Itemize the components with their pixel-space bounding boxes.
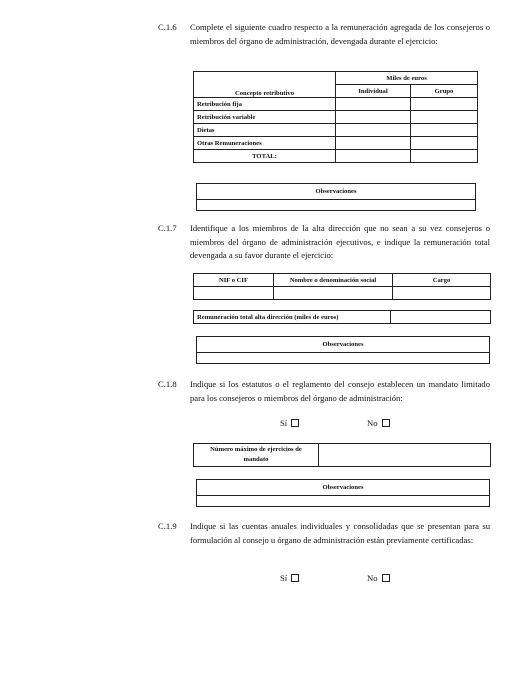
alta-direccion-table [193, 273, 491, 300]
table-row [194, 111, 478, 124]
option-no-c18[interactable] [367, 418, 390, 428]
option-no-label: No [367, 418, 378, 428]
question-number-c17: C.1.7 [158, 223, 177, 233]
mandato-label: Número máximo de ejercicios de mandato [194, 444, 319, 467]
cell-grupo-total[interactable] [411, 150, 478, 163]
mandato-field[interactable] [319, 444, 491, 467]
checkbox-icon[interactable] [382, 574, 390, 582]
remuneracion-total-field[interactable] [391, 311, 491, 324]
row-label: Retribución variable [194, 111, 336, 124]
observaciones-field[interactable] [197, 496, 489, 508]
option-si-label: Sí [280, 418, 288, 428]
table-row [194, 287, 491, 300]
question-text-c19: Indique si las cuentas anuales individuales y consolidadas que se presentan para su formulación al consejo u órgano de administración están previamente certificadas: [190, 521, 490, 545]
cell-cargo[interactable] [393, 287, 491, 300]
col-header-concepto: Concepto retributivo [194, 72, 336, 98]
question-number-c19: C.1.9 [158, 521, 177, 531]
checkbox-icon[interactable] [382, 419, 390, 427]
col-header-nif: NIF o CIF [194, 274, 274, 287]
row-label: Otras Remuneraciones [194, 137, 336, 150]
col-header-grupo: Grupo [411, 85, 478, 98]
observaciones-box-c17 [196, 336, 490, 364]
table-row [194, 137, 478, 150]
cell-individual[interactable] [336, 98, 411, 111]
cell-individual-total[interactable] [336, 150, 411, 163]
cell-individual[interactable] [336, 124, 411, 137]
mandato-table [193, 443, 491, 467]
observaciones-field[interactable] [197, 200, 475, 212]
observaciones-header: Observaciones [197, 480, 489, 496]
row-label: Dietas [194, 124, 336, 137]
remuneracion-total-label: Remuneración total alta dirección (miles de euros) [194, 311, 391, 324]
remuneracion-total-table [193, 310, 491, 324]
cell-grupo[interactable] [411, 111, 478, 124]
observaciones-box-c16 [196, 183, 476, 211]
col-header-miles-euros: Miles de euros [336, 72, 478, 85]
question-text-c17: Identifique a los miembros de la alta dirección que no sean a su vez consejeros o miembros del órgano de administración ejecutivos, e indique la remuneración total devengada a su favor durante el ejercicio: [190, 223, 490, 260]
cell-grupo[interactable] [411, 137, 478, 150]
cell-individual[interactable] [336, 137, 411, 150]
question-number-c18: C.1.8 [158, 379, 177, 389]
row-label: Retribución fija [194, 98, 336, 111]
table-row-total [194, 150, 478, 163]
option-si-c18[interactable] [280, 418, 299, 428]
option-si-label: Sí [280, 573, 288, 583]
checkbox-icon[interactable] [291, 574, 299, 582]
remuneration-table [193, 71, 478, 163]
question-text-c18: Indique si los estatutos o el reglamento del consejo establecen un mandato limitado para los consejeros o miembros del órgano de administración: [190, 379, 490, 403]
col-header-individual: Individual [336, 85, 411, 98]
cell-individual[interactable] [336, 111, 411, 124]
cell-grupo[interactable] [411, 124, 478, 137]
question-number-c16: C.1.6 [158, 22, 177, 32]
option-no-label: No [367, 573, 378, 583]
option-no-c19[interactable] [367, 573, 390, 583]
option-si-c19[interactable] [280, 573, 299, 583]
observaciones-header: Observaciones [197, 337, 489, 353]
table-row [194, 124, 478, 137]
col-header-nombre: Nombre o denominación social [274, 274, 393, 287]
table-row [194, 98, 478, 111]
cell-grupo[interactable] [411, 98, 478, 111]
total-label: TOTAL: [194, 150, 336, 163]
observaciones-field[interactable] [197, 353, 489, 365]
observaciones-header: Observaciones [197, 184, 475, 200]
col-header-cargo: Cargo [393, 274, 491, 287]
question-text-c16: Complete el siguiente cuadro respecto a la remuneración agregada de los consejeros o miembros del órgano de administración, devengada durante el ejercicio: [190, 22, 490, 46]
cell-nif[interactable] [194, 287, 274, 300]
observaciones-box-c18 [196, 479, 490, 507]
checkbox-icon[interactable] [291, 419, 299, 427]
cell-nombre[interactable] [274, 287, 393, 300]
